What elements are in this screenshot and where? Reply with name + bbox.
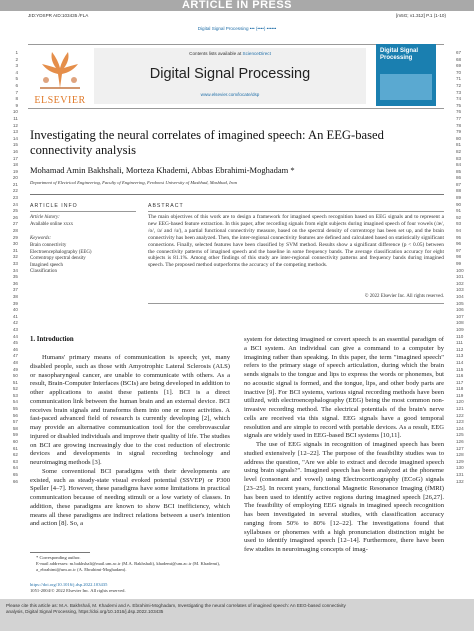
intro-paragraph: Some conventional BCI paradigms with their developments are existed, such as steady-state visual evoked potential (SSVEP) or P300 Speller [4–7]. However, these paradigms have some limitations in practical communication because of needing stimuli or a low variety of classes. In addition, these paradigms are known to show BCI inefficiency, which means all these paradigms are indirect relations between a user's intention and action [8]. So, a	[30, 467, 230, 528]
line-number: 27	[12, 221, 18, 227]
line-number: 45	[12, 340, 18, 346]
line-number: 127	[456, 445, 464, 451]
cover-graphic	[380, 74, 432, 100]
line-number: 29	[12, 234, 18, 240]
article-in-press-banner: ARTICLE IN PRESS	[0, 0, 474, 11]
line-number: 100	[456, 267, 464, 273]
line-number: 47	[12, 353, 18, 359]
author-affiliation: Department of Electrical Engineering, Faculty of Engineering, Ferdowsi University of Mashhad, Mashhad, Iran	[30, 180, 238, 185]
line-number: 36	[12, 280, 18, 286]
keyword: Correntropy spectral density	[30, 256, 86, 262]
line-number: 53	[12, 392, 18, 398]
line-number: 52	[12, 386, 18, 392]
line-number: 94	[456, 228, 462, 234]
running-header-right: [m5G; v1.312] P.1 (1-10)	[396, 13, 446, 18]
line-number: 70	[456, 69, 462, 75]
line-number: 77	[456, 115, 462, 121]
line-number: 85	[456, 168, 462, 174]
line-number: 116	[456, 373, 464, 379]
line-number: 68	[456, 56, 462, 62]
running-header-left: JID:YDSPR AID:103435 /FLA	[28, 13, 89, 18]
line-number: 86	[456, 175, 462, 181]
history-value: Available online xxxx	[30, 222, 74, 227]
line-number: 1	[15, 50, 18, 55]
line-number: 112	[456, 346, 464, 352]
issn-line: 1051-2004/© 2022 Elsevier Inc. All rights reserved.	[30, 588, 126, 593]
line-number: 93	[456, 221, 462, 227]
line-number: 75	[456, 102, 462, 108]
line-number: 14	[12, 135, 18, 141]
journal-cover	[376, 44, 436, 106]
line-number: 41	[12, 313, 18, 319]
line-number: 21	[12, 181, 18, 187]
journal-homepage-link[interactable]: www.elsevier.com/locate/dsp	[200, 92, 260, 97]
line-number: 26	[12, 214, 18, 220]
line-number: 74	[456, 96, 462, 102]
line-number: 102	[456, 280, 464, 286]
elsevier-tree-logo	[32, 50, 88, 106]
intro-paragraph: The use of EEG signals in recognition of imagined speech has been studied extensively [12–22]. The purpose of the feasibility studies was to address the question, "Are we able to extract and decode imagined speech using brain signals?". Imagined speech has been analyzed at the phoneme level (consonant and vowel) using Electrocorticography (ECoG) signals [23–25]. In recent years, functional Magnetic Resonance Imaging (fMRI) has been used to identify active regions during imagined speech [26,27]. The feasibility of employing EEG signals in imagined speech recognition has been investigated in several studies, with classification accuracy ranging from 50% to 80% [12–22]. The investigations found that syllabuses or phonemes with a high pronunciation distinction might be used to identify imagined speech [12–14]. Furthermore, there have been few studies in neuroimaging concepts of imag-	[244, 441, 444, 553]
abstract-copyright: © 2022 Elsevier Inc. All rights reserved.	[364, 294, 444, 299]
line-number: 19	[12, 168, 18, 174]
line-number: 31	[12, 247, 18, 253]
line-number: 57	[12, 419, 18, 425]
abstract-text: The main objectives of this work are to design a framework for imagined speech recognition based on EEG signals and to represent a new EEG-based feature extraction. In this paper, after recording signals from eight subjects during imagined speech of four vowels (/æ/, /o/, /a/ and /u/), a partial functional connectivity measure, based on the spectral density of correntropy has been set up, and the brain connectivity has been analyzed. Then, the inter-regional connectivity features are defined and calculated based on statistically significant connections. Finally, selected features have been classified by SVM method. Results show a significant difference (p < 0.05) between the connectivity patterns of imagined speech and the baseline in some frequency bands. The average classification accuracy for eight subjects is 81.1%. Among other findings of this study are inter-regional connectivity patterns and frequency bands during imagined speech. The proposed method outperforms the accuracy of the competing methods.	[148, 214, 444, 269]
line-number: 9	[15, 102, 18, 108]
intro-paragraph: Humans' primary means of communication is speech; yet, many disabled people, such as those with Amyotrophic Lateral Sclerosis (ALS) or nasopharyngeal cancer, are unable to communicate with others. As a result, Brain-Computer Interfaces (BCIs) are being developed in addition to other applications to assist these patients [1]. BCI is a direct communication link between the human brain and an external device. BCI receives brain signals and transforms them into one or more activities. A fast-paced advanced field of research is currently developing [2], which may provide an alternative communication tool for the cerebrovascular injured or disabled individuals and improve their quality of life. The studies on BCI are growing increasingly due to the cost reduction of electronic devices and developments in signal recording technology and neuroimaging methods [3].	[30, 354, 230, 466]
line-number: 16	[12, 148, 18, 154]
line-number: 126	[456, 439, 464, 445]
line-number: 8	[15, 96, 18, 102]
intro-paragraph: system for detecting imagined or covert speech is an essential paradigm of a BCI system. An individual can give a command to a computer by imagining rather than speaking. In this paper, the term "imagined speech" refers to the primary stage of speech articulation, during which the brain sends signals to the tongue and lips to express the words or phonemes, but no acoustic signal is formed, and the tongue, lips, and other body parts are inactive [9]. For BCI systems, various signal recording methods have been utilized, with electroencephalography (EEG) being the most common non-invasive recording method. The electrical potentials of the brain's nerve cells are received via this signal. EEG signals have a good temporal resolution and are simple to record with portable devices. As a result, EEG signals are widely used in EEG-based BCI systems [10,11].	[244, 336, 444, 440]
line-number: 30	[12, 241, 18, 247]
line-number: 17	[12, 155, 18, 161]
author-emails: E-mail addresses: m.bakhshali@mail.um.ac.ir (M.A. Bakhshali), khademi@um.ac.ir (M. Khademi), a_ebrahimi@um.ac.ir (A. Ebrahimi-Moghadam).	[36, 561, 220, 572]
line-number: 79	[456, 129, 462, 135]
line-number: 105	[456, 300, 464, 306]
line-number: 71	[456, 76, 462, 82]
line-number: 42	[12, 320, 18, 326]
keywords-label: Keywords:	[30, 236, 52, 241]
line-number: 44	[12, 333, 18, 339]
line-number: 118	[456, 386, 464, 392]
line-number: 131	[456, 472, 464, 477]
line-number: 63	[12, 458, 18, 464]
article-info-heading: ARTICLE INFO	[30, 203, 78, 209]
cover-title: Digital Signal Processing	[380, 48, 419, 61]
line-number: 33	[12, 261, 18, 266]
line-number: 120	[456, 399, 464, 405]
line-number: 61	[12, 445, 18, 451]
line-number: 43	[12, 326, 18, 332]
line-number: 49	[12, 366, 18, 372]
line-numbers-left	[6, 50, 18, 485]
line-number: 59	[12, 432, 18, 438]
line-number: 122	[456, 412, 464, 418]
line-number: 51	[12, 379, 18, 385]
keyword: Electroencephalography (EEG)	[30, 249, 92, 255]
line-number: 62	[12, 452, 18, 458]
line-number: 64	[12, 465, 18, 471]
line-number: 88	[456, 188, 462, 194]
line-number: 35	[12, 274, 18, 280]
line-number: 90	[456, 201, 462, 207]
line-number: 99	[456, 261, 462, 266]
line-number: 107	[456, 313, 464, 319]
citation-line-2: analysis, Digital Signal Processing, https://doi.org/10.1016/j.dsp.2022.103435	[6, 609, 164, 614]
history-label: Article history:	[30, 215, 60, 220]
line-number: 12	[12, 122, 18, 128]
line-number: 91	[456, 208, 462, 214]
line-number: 82	[456, 148, 462, 154]
line-number: 125	[456, 432, 464, 438]
line-number: 54	[12, 399, 18, 405]
line-number: 72	[456, 82, 462, 88]
line-number: 110	[456, 333, 464, 339]
line-number: 38	[12, 293, 18, 299]
line-number: 15	[12, 142, 18, 148]
journal-title-panel	[94, 48, 366, 104]
intro-left-column	[30, 354, 230, 529]
line-number: 101	[456, 274, 464, 280]
journal-name: Digital Signal Processing	[149, 66, 311, 82]
line-number: 58	[12, 425, 18, 431]
article-authors: Mohamad Amin Bakhshali, Morteza Khademi, Abbas Ebrahimi-Moghadam *	[30, 165, 295, 175]
line-number: 34	[12, 267, 18, 273]
line-number: 4	[15, 69, 18, 75]
line-number: 39	[12, 300, 18, 306]
line-number: 13	[12, 129, 18, 135]
line-number: 117	[456, 379, 464, 385]
line-number: 22	[12, 188, 18, 194]
keyword: Classification	[30, 269, 57, 275]
line-number: 37	[12, 287, 18, 293]
line-number: 115	[456, 366, 464, 372]
publisher-name: ELSEVIER	[34, 95, 86, 106]
line-number: 40	[12, 307, 18, 313]
line-number: 50	[12, 373, 18, 379]
line-numbers-right	[456, 50, 468, 485]
line-number: 92	[456, 214, 462, 220]
line-number: 56	[12, 412, 18, 418]
line-number: 124	[456, 425, 464, 431]
keyword: Brain connectivity	[30, 243, 67, 248]
line-number: 109	[456, 326, 464, 332]
line-number: 78	[456, 122, 462, 128]
line-number: 7	[15, 89, 18, 95]
line-number: 98	[456, 254, 462, 260]
line-number: 60	[12, 439, 18, 445]
journal-header	[28, 44, 444, 108]
line-number: 123	[456, 419, 464, 425]
line-number: 83	[456, 155, 462, 161]
line-number: 65	[12, 472, 18, 477]
intro-right-column	[244, 336, 444, 555]
line-number: 23	[12, 195, 18, 201]
line-number: 129	[456, 458, 464, 464]
introduction-heading: 1. Introduction	[30, 336, 74, 343]
line-number: 66	[12, 478, 18, 484]
line-number: 76	[456, 109, 462, 115]
line-number: 80	[456, 135, 462, 141]
line-number: 73	[456, 89, 462, 95]
line-number: 132	[456, 478, 464, 484]
contents-line	[94, 51, 366, 56]
sciencedirect-link[interactable]: ScienceDirect	[242, 51, 271, 56]
line-number: 108	[456, 320, 464, 326]
line-number: 87	[456, 181, 462, 187]
line-number: 32	[12, 254, 18, 260]
footnote	[36, 555, 232, 573]
line-number: 20	[12, 175, 18, 181]
line-number: 24	[12, 201, 18, 207]
line-number: 6	[15, 82, 18, 88]
line-number: 95	[456, 234, 462, 240]
line-number: 28	[12, 228, 18, 234]
citation-bar	[0, 599, 474, 631]
line-number: 103	[456, 287, 464, 293]
line-number: 128	[456, 452, 464, 458]
line-number: 113	[456, 353, 464, 359]
line-number: 106	[456, 307, 464, 313]
article-title: Investigating the neural correlates of imagined speech: An EEG-based connectivity analysis	[30, 128, 384, 157]
line-number: 119	[456, 392, 464, 398]
contents-prefix: Contents lists available at	[189, 51, 243, 56]
keyword: Imagined speech	[30, 262, 63, 268]
abstract-heading: ABSTRACT	[148, 203, 184, 209]
line-number: 55	[12, 406, 18, 412]
line-number: 81	[456, 142, 462, 148]
doi-link[interactable]: https://doi.org/10.1016/j.dsp.2022.103435	[30, 582, 108, 587]
line-number: 89	[456, 195, 462, 201]
citation-line-1: Please cite this article as: M.A. Bakhshali, M. Khademi and A. Ebrahimi-Moghadam, Investigating the neural correlates of imagined speech: An EEG-based connectivity	[6, 603, 346, 608]
corresponding-author-note: * Corresponding author.	[36, 555, 81, 560]
line-number: 121	[456, 406, 464, 412]
keywords-list	[30, 243, 92, 276]
line-number: 2	[15, 56, 18, 62]
line-number: 114	[456, 359, 464, 365]
line-number: 25	[12, 208, 18, 214]
line-number: 84	[456, 162, 462, 168]
line-number: 48	[12, 359, 18, 365]
line-number: 3	[15, 63, 18, 69]
journal-citation-header: Digital Signal Processing ••• (••••) ••••••	[197, 26, 277, 31]
line-number: 69	[456, 63, 462, 69]
line-number: 111	[456, 340, 463, 346]
line-number: 5	[15, 76, 18, 82]
line-number: 11	[13, 115, 18, 121]
line-number: 96	[456, 241, 462, 247]
line-number: 104	[456, 293, 464, 299]
line-number: 97	[456, 247, 462, 253]
line-number: 130	[456, 465, 464, 471]
line-number: 18	[12, 162, 18, 168]
line-number: 67	[456, 50, 462, 55]
line-number: 10	[12, 109, 18, 115]
line-number: 46	[12, 346, 18, 352]
